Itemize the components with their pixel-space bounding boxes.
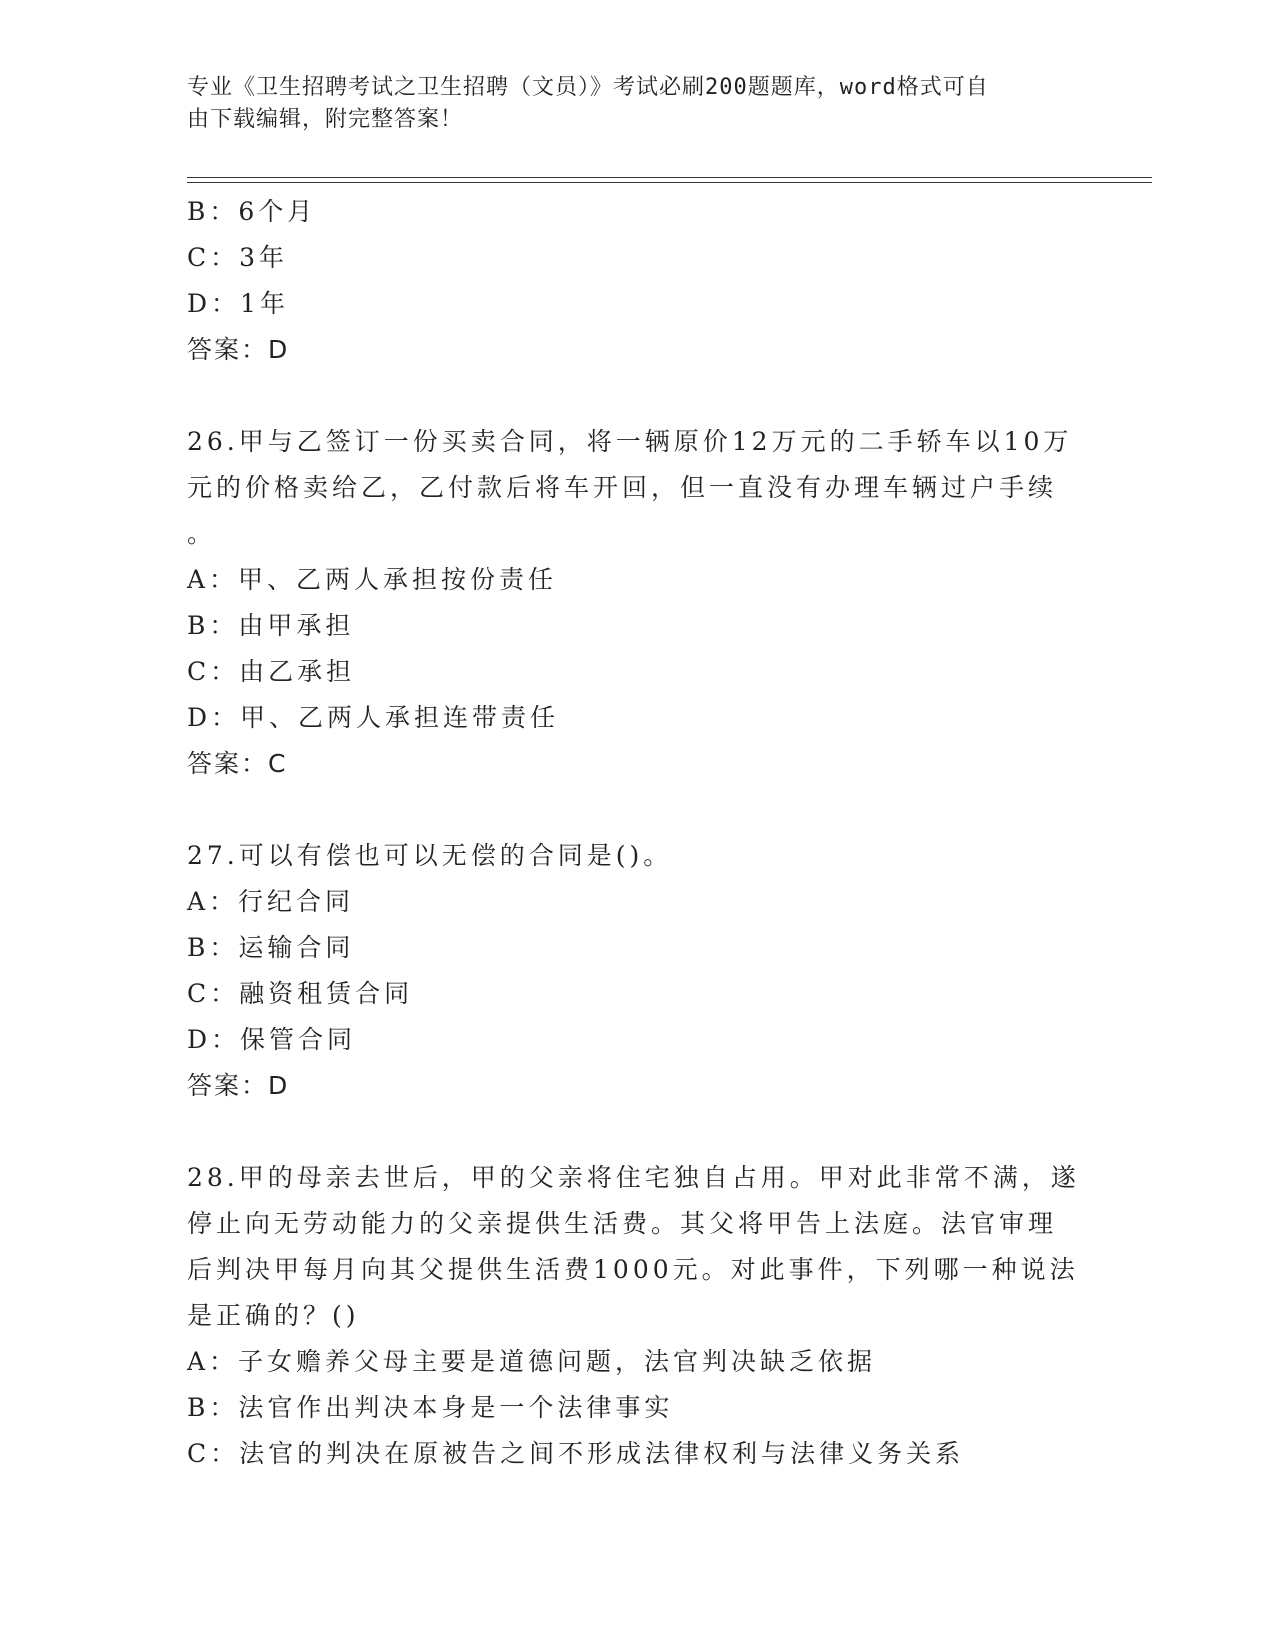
header-divider-bottom	[187, 182, 1152, 183]
question-27	[187, 833, 1067, 1109]
option-c: C：法官的判决在原被告之间不形成法律权利与法律义务关系	[187, 1439, 965, 1468]
header-line-1: 专业《卫生招聘考试之卫生招聘（文员）》考试必刷200题题库，word格式可自	[187, 75, 989, 100]
question-25-tail	[187, 189, 1067, 373]
option-d: D：1年	[187, 289, 289, 318]
question-26	[187, 419, 1073, 787]
question-stem-line: 停止向无劳动能力的父亲提供生活费。其父将甲告上法庭。法官审理	[187, 1209, 1058, 1238]
option-c: C：融资租赁合同	[187, 979, 414, 1008]
question-stem-line: 是正确的？()	[187, 1301, 360, 1330]
option-a: A：甲、乙两人承担按份责任	[187, 565, 558, 594]
question-stem-line: 27.可以有偿也可以无偿的合同是()。	[187, 841, 673, 870]
question-28	[187, 1155, 1080, 1477]
option-a: A：子女赡养父母主要是道德问题，法官判决缺乏依据	[187, 1347, 877, 1376]
header-divider-top	[187, 177, 1152, 178]
answer: 答案：D	[187, 1071, 290, 1100]
header-line-2: 由下载编辑，附完整答案！	[187, 107, 464, 132]
answer: 答案：C	[187, 749, 288, 778]
option-b: B：法官作出判决本身是一个法律事实	[187, 1393, 674, 1422]
option-d: D：保管合同	[187, 1025, 357, 1054]
question-stem-line: 28.甲的母亲去世后，甲的父亲将住宅独自占用。甲对此非常不满，遂	[187, 1163, 1080, 1192]
option-c: C：3年	[187, 243, 289, 272]
question-stem-line: 。	[187, 519, 217, 548]
question-content	[187, 189, 1080, 1477]
spacer	[187, 1109, 1067, 1155]
spacer	[187, 373, 1067, 419]
question-stem-line: 元的价格卖给乙，乙付款后将车开回，但一直没有办理车辆过户手续	[187, 473, 1058, 502]
answer: 答案：D	[187, 335, 290, 364]
option-b: B：6个月	[187, 197, 317, 226]
option-d: D：甲、乙两人承担连带责任	[187, 703, 560, 732]
document-header	[187, 72, 1067, 136]
option-a: A：行纪合同	[187, 887, 355, 916]
spacer	[187, 787, 1067, 833]
option-c: C：由乙承担	[187, 657, 356, 686]
option-b: B：运输合同	[187, 933, 355, 962]
option-b: B：由甲承担	[187, 611, 355, 640]
question-stem-line: 后判决甲每月向其父提供生活费1000元。对此事件，下列哪一种说法	[187, 1255, 1079, 1284]
question-stem-line: 26.甲与乙签订一份买卖合同，将一辆原价12万元的二手轿车以10万	[187, 427, 1073, 456]
